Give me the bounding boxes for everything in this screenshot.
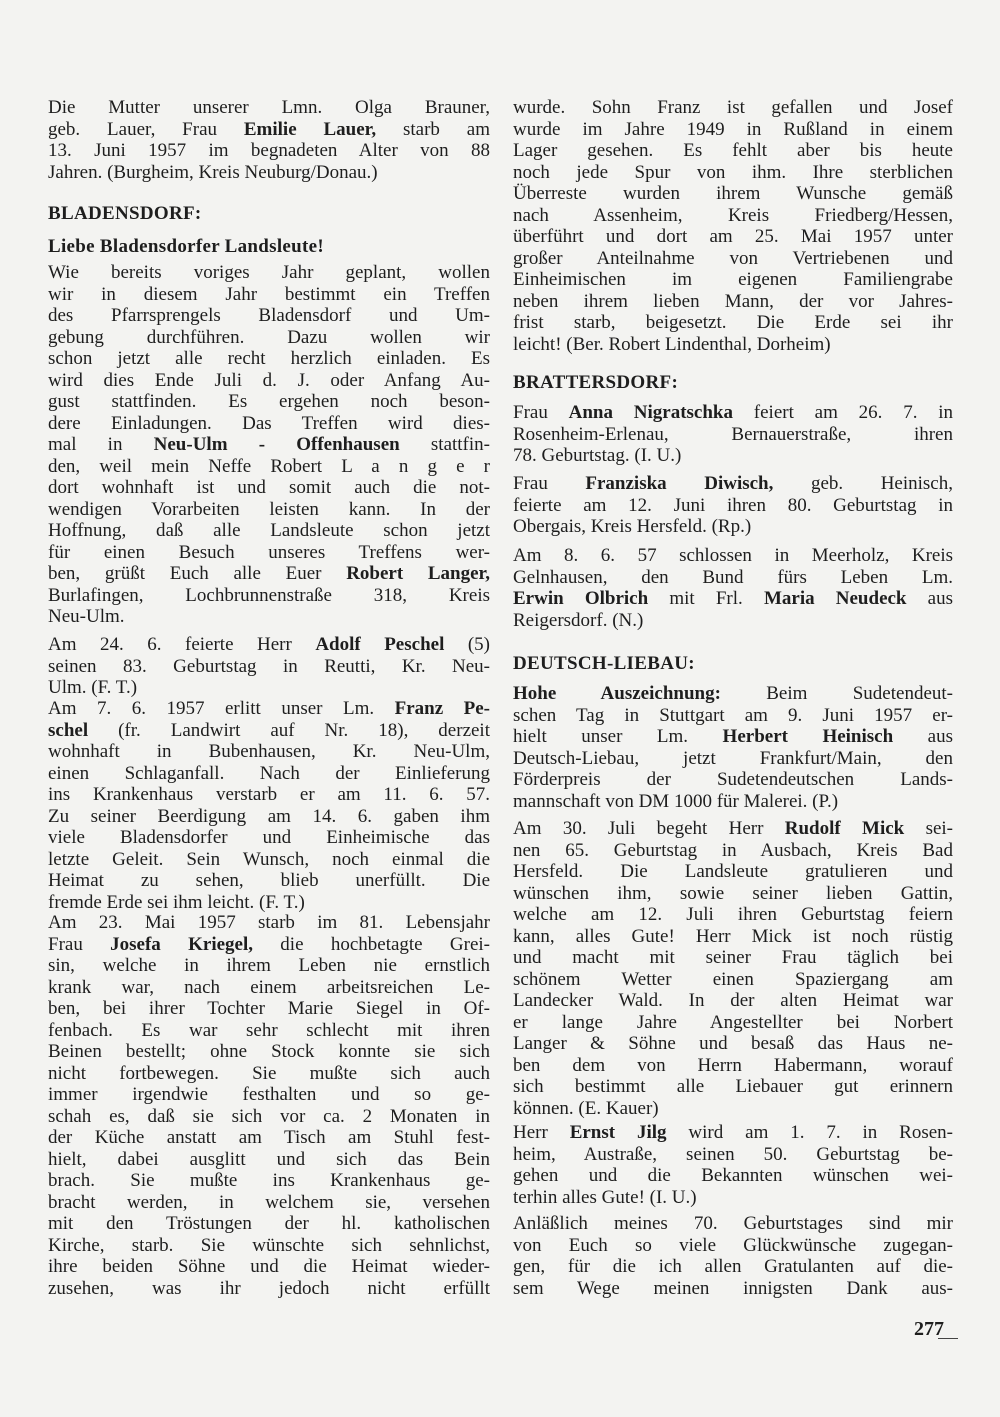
text-segment: hielt, dabei ausglitt und sich das Bein <box>48 1148 490 1170</box>
bold-name: Hohe Auszeichnung: <box>513 683 721 704</box>
text-segment: Frau <box>513 473 586 494</box>
text-segment: geb. Heinisch, <box>773 473 953 494</box>
text-segment: feiert am 26. 7. in <box>733 402 954 423</box>
text-line <box>513 205 953 227</box>
text-segment: Hoffnung, daß alle Landsleute schon jetzt <box>48 520 490 541</box>
text-line <box>48 1235 490 1257</box>
text-line <box>48 827 490 849</box>
text-line <box>48 656 490 678</box>
subheading-greeting <box>48 236 490 258</box>
text-segment: dere Einladungen. Das Treffen wird dies- <box>48 412 490 434</box>
text-segment: Am 23. Mai 1957 starb im 81. Lebensjahr <box>48 912 490 933</box>
text-line <box>513 1256 953 1278</box>
text-line <box>513 883 953 905</box>
text-line <box>48 977 490 999</box>
text-line <box>48 1084 490 1106</box>
text-line <box>513 1235 953 1257</box>
text-line <box>513 269 953 291</box>
text-segment: Reigersdorf. (N.) <box>513 609 644 631</box>
text-segment: hielt unser Lm. <box>513 726 723 747</box>
bold-name: Robert Langer, <box>346 563 490 584</box>
text-line <box>513 840 953 862</box>
text-line <box>48 955 490 977</box>
text-line <box>513 1076 953 1098</box>
text-line <box>513 183 953 205</box>
text-line <box>513 567 953 589</box>
text-line <box>513 424 953 446</box>
text-segment: sin, welche in ihrem Leben nie ernstlich <box>48 955 490 976</box>
heading-text: DEUTSCH-LIEBAU: <box>513 653 695 674</box>
bold-name: Maria Neudeck <box>763 588 907 609</box>
text-line <box>48 119 490 141</box>
text-segment: Langer & Söhne und besaß das Haus ne- <box>513 1033 953 1054</box>
text-segment: Förderpreis der Sudetendeutschen Lands- <box>513 769 953 790</box>
text-line <box>48 434 490 456</box>
page-number-rule <box>938 1338 958 1339</box>
text-segment: ben, grüßt Euch alle Euer <box>48 563 347 584</box>
text-segment: Die Mutter unserer Lmn. Olga Brauner, <box>48 97 490 118</box>
text-line <box>513 545 953 567</box>
text-segment: Frau <box>48 933 111 955</box>
bold-name: schel <box>48 719 89 741</box>
text-line <box>513 334 953 356</box>
text-line <box>48 1106 490 1128</box>
text-line <box>513 748 953 770</box>
text-segment: kann, alles Gute! Herr Mick ist noch rüstig <box>513 925 953 947</box>
text-segment: fremde Erde sei ihm leicht. (F. T.) <box>48 891 305 913</box>
text-segment: Am 8. 6. 57 schlossen in Meerholz, Kreis <box>513 545 953 566</box>
text-segment: letzte Geleit. Sein Wunsch, noch einmal die <box>48 848 490 870</box>
text-segment: Am 24. 6. feierte Herr <box>48 634 316 655</box>
text-line <box>48 284 490 306</box>
text-segment: Frau <box>513 402 569 423</box>
text-segment: seinen 83. Geburtstag in Reutti, Kr. Neu- <box>48 655 490 677</box>
text-segment: Überreste wurden ihrem Wunsche gemäß <box>513 183 953 204</box>
text-line <box>48 140 490 162</box>
text-segment: Neu-Ulm. <box>48 606 125 627</box>
bold-name: Emilie Lauer, <box>243 118 377 140</box>
text-segment: und macht mit seiner Frau täglich bei <box>513 947 953 968</box>
paragraph-obituary-emilie-lauer <box>48 97 490 183</box>
text-segment: wünschen ihm, sowie seiner lieben Gattin, <box>513 882 953 904</box>
text-segment: von Euch so viele Glückwünsche zugegan- <box>513 1234 953 1256</box>
section-heading-brattersdorf <box>513 372 953 394</box>
text-line <box>513 402 953 424</box>
text-segment: er lange Jahre Angestellter bei Norbert <box>513 1011 953 1033</box>
text-line <box>48 585 490 607</box>
text-segment: können. (E. Kauer) <box>513 1097 659 1119</box>
text-line <box>48 849 490 871</box>
text-segment: aus <box>893 726 954 747</box>
text-segment: stattfin- <box>399 434 490 455</box>
text-segment: Gelnhausen, den Bund fürs Leben Lm. <box>513 566 953 588</box>
bold-name: Herbert Heinisch <box>722 726 894 747</box>
paragraph-rudolf-mick <box>513 818 953 1119</box>
text-segment: immer irgendwie festhalten und so ge- <box>48 1084 490 1105</box>
text-segment: nicht fortbewegen. Sie mußte sich auch <box>48 1062 490 1084</box>
text-segment: Obergais, Kreis Hersfeld. (Rp.) <box>513 516 752 537</box>
bold-name: Josefa Kriegel, <box>110 933 253 955</box>
text-line <box>513 140 953 162</box>
text-segment: ben dem von Herrn Habermann, worauf <box>513 1054 953 1076</box>
text-line <box>513 516 953 538</box>
text-line <box>513 769 953 791</box>
text-line <box>513 1213 953 1235</box>
text-line <box>513 904 953 926</box>
text-line <box>48 698 490 720</box>
text-segment: geb. Lauer, Frau <box>48 118 244 140</box>
text-line <box>513 226 953 248</box>
text-line <box>48 499 490 521</box>
text-line <box>48 327 490 349</box>
text-line <box>48 1127 490 1149</box>
bold-name: Ernst Jilg <box>569 1122 667 1143</box>
text-segment: schen Tag in Stuttgart am 9. Juni 1957 er- <box>513 704 953 726</box>
text-segment: brach. Sie mußte ins Krankenhaus ge- <box>48 1170 490 1191</box>
text-segment: ihre beiden Söhne und die Heimat wieder- <box>48 1256 490 1277</box>
text-line <box>48 370 490 392</box>
text-segment: Herr <box>513 1122 570 1143</box>
text-line <box>513 683 953 705</box>
text-line <box>513 1098 953 1120</box>
text-line <box>513 818 953 840</box>
paragraph-franziska-diwisch <box>513 473 953 538</box>
text-line <box>513 445 953 467</box>
text-line <box>48 305 490 327</box>
text-line <box>513 495 953 517</box>
text-line <box>48 606 490 628</box>
text-segment: gehen und die Bekannten wünschen wei- <box>513 1165 953 1186</box>
text-line <box>513 610 953 632</box>
text-line <box>513 248 953 270</box>
text-segment: schon jetzt alle recht herzlich einladen. Es <box>48 348 490 369</box>
text-segment: Jahren. (Burgheim, Kreis Neuburg/Donau.) <box>48 161 378 183</box>
text-segment: nen 65. Geburtstag in Ausbach, Kreis Bad <box>513 839 953 861</box>
text-segment: fenbach. Es war sehr schlecht mit ihren <box>48 1019 490 1041</box>
text-segment: Zu seiner Beerdigung am 14. 6. gaben ihm <box>48 805 490 827</box>
text-line <box>48 162 490 184</box>
text-line <box>513 990 953 1012</box>
text-line <box>513 726 953 748</box>
text-segment: mit Frl. <box>648 588 764 609</box>
text-segment: Rosenheim-Erlenau, Bernauerstraße, ihren <box>513 423 953 445</box>
bold-name: Franz Pe- <box>394 698 491 719</box>
text-segment: wir in diesem Jahr bestimmt ein Treffen <box>48 283 490 305</box>
text-segment: wohnhaft in Bubenhausen, Kr. Neu-Ulm, <box>48 741 490 762</box>
text-line <box>513 861 953 883</box>
text-segment: sem Wege meinen innigsten Dank aus- <box>513 1277 953 1299</box>
text-line <box>48 1063 490 1085</box>
text-segment: Kirche, starb. Sie wünschte sich sehnlichst, <box>48 1234 490 1256</box>
text-line <box>513 312 953 334</box>
text-segment: einen Schlaganfall. Nach der Einlieferung <box>48 762 490 784</box>
heading-text: BRATTERSDORF: <box>513 372 679 393</box>
text-segment: krank war, nach einem arbeitsreichen Le- <box>48 976 490 998</box>
text-segment: Beinen bestellt; ohne Stock konnte sie sich <box>48 1041 490 1062</box>
text-segment: Am 7. 6. 1957 erlitt unser Lm. <box>48 698 395 719</box>
text-segment: großer Anteilnahme von Vertriebenen und <box>513 247 953 269</box>
text-segment: Hersfeld. Die Landsleute gratulieren und <box>513 861 953 882</box>
text-segment: wurde im Jahre 1949 in Rußland in einem <box>513 118 953 140</box>
paragraph-adolf-peschel <box>48 634 490 699</box>
text-segment: feierte am 12. Juni ihren 80. Geburtstag in <box>513 494 953 516</box>
text-segment: der Küche anstatt am Tisch am Stuhl fest- <box>48 1127 490 1148</box>
text-segment: Deutsch-Liebau, jetzt Frankfurt/Main, den <box>513 747 953 769</box>
text-segment: nach Assenheim, Kreis Friedberg/Hessen, <box>513 204 953 226</box>
text-segment: ins Krankenhaus verstarb er am 11. 6. 57. <box>48 784 490 805</box>
text-line <box>513 1055 953 1077</box>
text-line <box>48 563 490 585</box>
text-segment: Ulm. (F. T.) <box>48 677 138 698</box>
text-line <box>513 291 953 313</box>
text-line <box>48 262 490 284</box>
text-segment: neben ihrem lieben Mann, der vor Jahres- <box>513 290 953 312</box>
text-line <box>513 97 953 119</box>
text-line <box>513 473 953 495</box>
text-line <box>513 791 953 813</box>
text-line <box>48 784 490 806</box>
text-line <box>513 969 953 991</box>
text-segment: wird dies Ende Juli d. J. oder Anfang Au- <box>48 369 490 391</box>
text-segment: heim, Austraße, seinen 50. Geburtstag be- <box>513 1143 953 1165</box>
text-line <box>48 1149 490 1171</box>
text-line <box>48 806 490 828</box>
text-line <box>48 542 490 564</box>
text-line <box>48 741 490 763</box>
text-line <box>48 1170 490 1192</box>
text-segment: bracht werden, in welchem sie, versehen <box>48 1191 490 1213</box>
text-line <box>48 934 490 956</box>
text-segment: Burlafingen, Lochbrunnenstraße 318, Kreis <box>48 584 490 606</box>
text-segment: die hochbetagte Grei- <box>253 933 491 955</box>
text-line <box>48 1192 490 1214</box>
text-segment: frist starb, beigesetzt. Die Erde sei ihr <box>513 312 953 333</box>
text-segment: wird am 1. 7. in Rosen- <box>666 1122 954 1143</box>
text-segment: ben, bei ihrer Tochter Marie Siegel in Of- <box>48 998 490 1019</box>
paragraph-anna-nigratschka <box>513 402 953 467</box>
text-segment: schönem Wetter einen Spaziergang am <box>513 968 953 990</box>
section-heading-deutsch-liebau <box>513 653 953 675</box>
paragraph-josefa-kriegel <box>48 912 490 1299</box>
text-line <box>48 1256 490 1278</box>
text-line <box>513 947 953 969</box>
text-segment: (5) <box>444 634 491 655</box>
text-segment: gebung durchführen. Dazu wollen wir <box>48 326 490 348</box>
text-segment: schah es, daß sie sich vor ca. 2 Monaten in <box>48 1105 490 1127</box>
text-line <box>513 1144 953 1166</box>
paragraph-franz-peschel <box>48 698 490 913</box>
text-segment: 13. Juni 1957 im begnadeten Alter von 88 <box>48 140 490 161</box>
text-segment: aus <box>906 588 954 609</box>
section-heading-bladensdorf <box>48 203 490 225</box>
text-segment: terhin alles Gute! (I. U.) <box>513 1186 697 1208</box>
text-line <box>513 1122 953 1144</box>
bold-name: Anna Nigratschka <box>568 402 733 423</box>
bold-name: Rudolf Mick <box>784 818 905 839</box>
text-line <box>513 588 953 610</box>
text-line <box>48 391 490 413</box>
text-segment: zusehen, was ihr jedoch nicht erfüllt <box>48 1277 490 1299</box>
text-line <box>48 97 490 119</box>
text-line <box>48 348 490 370</box>
heading-text: Liebe Bladensdorfer Landsleute! <box>48 236 325 257</box>
text-segment: dort wohnhaft ist und somit auch die not- <box>48 477 490 498</box>
text-segment: mal in <box>48 434 154 455</box>
text-segment: Beim Sudetendeut- <box>720 683 953 704</box>
text-segment: wendigen Vorarbeiten leisten kann. In der <box>48 498 490 520</box>
text-line <box>48 634 490 656</box>
text-segment: Landecker Wald. In der alten Heimat war <box>513 990 953 1011</box>
text-segment: mit den Tröstungen der hl. katholischen <box>48 1213 490 1234</box>
bold-name: Neu-Ulm - Offenhausen <box>153 434 400 455</box>
paragraph-wedding-olbrich-neudeck <box>513 545 953 631</box>
text-segment: noch jede Spur von ihm. Ihre sterblichen <box>513 161 953 183</box>
text-line <box>48 456 490 478</box>
text-line <box>48 1213 490 1235</box>
text-segment: mannschaft von DM 1000 für Malerei. (P.) <box>513 790 839 812</box>
text-line <box>48 998 490 1020</box>
text-segment: sei- <box>904 818 954 839</box>
text-line <box>48 763 490 785</box>
text-segment: Am 30. Juli begeht Herr <box>513 818 785 839</box>
heading-text: BLADENSDORF: <box>48 203 202 224</box>
text-line <box>513 119 953 141</box>
text-line <box>513 162 953 184</box>
paragraph-meeting-invitation <box>48 262 490 628</box>
text-line <box>48 1041 490 1063</box>
paragraph-kriegel-continued <box>513 97 953 355</box>
text-line <box>48 520 490 542</box>
text-line <box>48 912 490 934</box>
text-line <box>48 677 490 699</box>
text-segment: gust stattfinden. Es ergehen noch beson- <box>48 391 490 412</box>
paragraph-thanks <box>513 1213 953 1299</box>
text-line <box>48 1020 490 1042</box>
text-line <box>48 870 490 892</box>
text-segment: viele Bladensdorfer und Einheimische das <box>48 827 490 848</box>
text-segment: gen, für die ich allen Gratulanten auf die- <box>513 1256 953 1277</box>
paragraph-ernst-jilg <box>513 1122 953 1208</box>
text-line <box>48 477 490 499</box>
text-segment: Heimat zu sehen, blieb unerfüllt. Die <box>48 870 490 891</box>
bold-name: Franziska Diwisch, <box>585 473 774 494</box>
text-segment: den, weil mein Neffe Robert L a n g e r <box>48 455 490 477</box>
text-line <box>513 926 953 948</box>
text-segment: sich bestimmt alle Liebauer gut erinnern <box>513 1076 953 1097</box>
bold-name: Adolf Peschel <box>315 634 445 655</box>
bold-name: Erwin Olbrich <box>513 588 649 609</box>
text-segment: leicht! (Ber. Robert Lindenthal, Dorheim) <box>513 333 831 355</box>
text-line <box>513 1165 953 1187</box>
text-line <box>513 1012 953 1034</box>
text-line <box>48 720 490 742</box>
text-line <box>513 1033 953 1055</box>
text-segment: Wie bereits voriges Jahr geplant, wollen <box>48 262 490 283</box>
text-line <box>513 1187 953 1209</box>
text-line <box>513 705 953 727</box>
text-segment: starb am <box>376 118 490 140</box>
text-segment: welche am 12. Juli ihren Geburtstag feiern <box>513 904 953 925</box>
text-segment: Lager gesehen. Es fehlt aber bis heute <box>513 140 953 161</box>
text-line <box>513 1278 953 1300</box>
text-segment: des Pfarrsprengels Bladensdorf und Um- <box>48 305 490 326</box>
text-line <box>48 1278 490 1300</box>
text-segment: Einheimischen im eigenen Familiengrabe <box>513 269 953 290</box>
paragraph-award-herbert-heinisch <box>513 683 953 812</box>
text-segment: Anläßlich meines 70. Geburtstages sind mir <box>513 1213 953 1234</box>
text-line <box>48 892 490 914</box>
page-number: 277 <box>914 1318 944 1340</box>
text-segment: für einen Besuch unseres Treffens wer- <box>48 541 490 563</box>
text-line <box>48 413 490 435</box>
text-segment: (fr. Landwirt auf Nr. 18), derzeit <box>88 719 490 741</box>
text-segment: überführt und dort am 25. Mai 1957 unter <box>513 226 953 247</box>
text-segment: 78. Geburtstag. (I. U.) <box>513 445 682 466</box>
text-segment: wurde. Sohn Franz ist gefallen und Josef <box>513 97 953 118</box>
